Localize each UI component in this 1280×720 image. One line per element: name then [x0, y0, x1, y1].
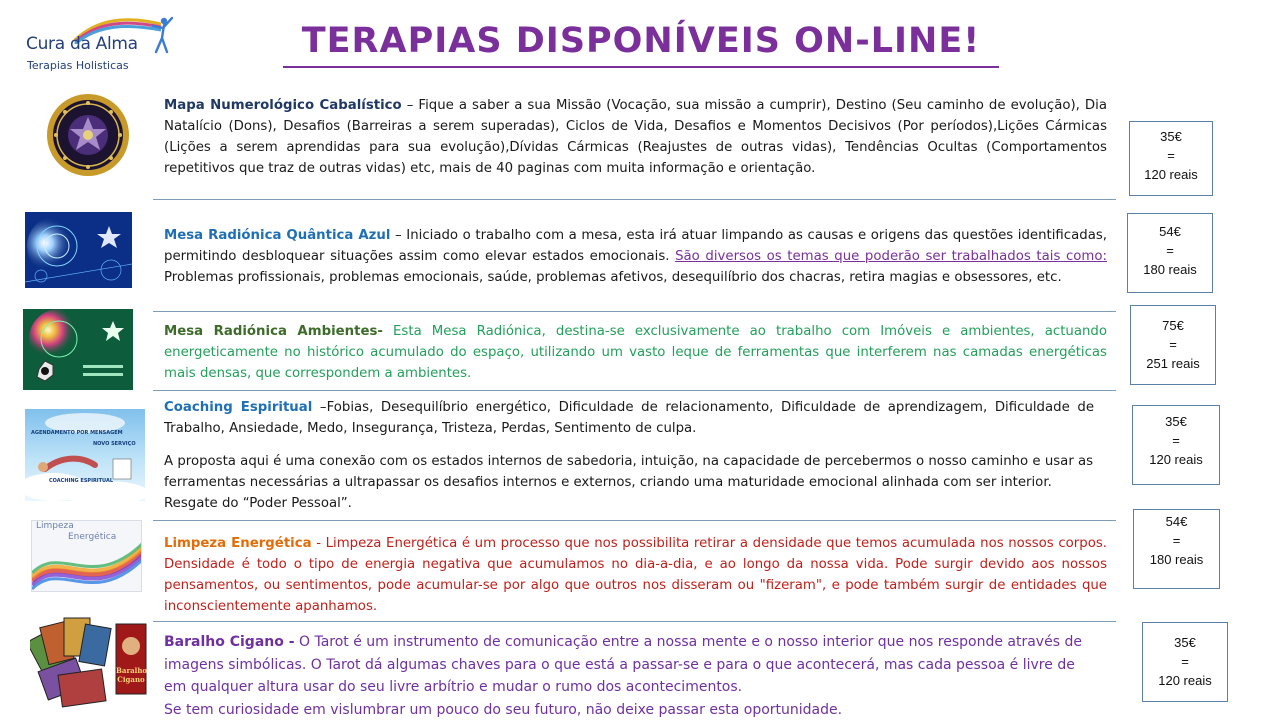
quantum-table-blue-image: [25, 212, 132, 288]
price-eur: 54€: [1165, 514, 1188, 529]
price-brl: 251 reais: [1146, 356, 1200, 371]
price-equals: =: [1167, 148, 1175, 163]
price-box: [1133, 509, 1220, 589]
therapy-description-text: O Tarot é um instrumento de comunicação entre a nossa mente e o nosso interior que nos responde através de imagens simbólicas. O Tarot dá algumas chaves para o que está a passar-se e para o que acontecerá, mas cada pessoa é livre de em qualquer altura usar do seu livre arbítrio e mudar o rumo dos acontecimentos.: [164, 634, 1082, 695]
price-brl: 180 reais: [1149, 552, 1204, 567]
row-separator: [153, 311, 1116, 312]
numerology-wheel-image: [46, 93, 130, 177]
therapy-description: [164, 321, 1107, 384]
price-brl: 120 reais: [1149, 452, 1203, 467]
therapy-description-text: Esta Mesa Radiónica, destina-se exclusivamente ao trabalho com Imóveis e ambientes, actuando energeticamente no histórico acumulado do espaço, utilizando um vasto leque de ferramentas que interferem nas camadas energéticas mais densas, que correspondem a ambientes.: [164, 324, 1107, 381]
therapy-description-text: Fique a saber a sua Missão (Vocação, sua missão a cumprir), Destino (Seu caminho de evolução), Dia Natalício (Dons), Desafios (Barreiras a serem superadas), Ciclos de Vida, Desafios e Momentos Decisivos (Por períodos),Lições Cármicas (Lições a serem aprendidas para sua evolução),Dívidas Cármicas (Reajustes de outras vidas), Tendências Ocultas (Comportamentos repetitivos que traz de outras vidas) etc, mais de 40 paginas com muita informação e orientação.: [164, 98, 1108, 176]
image-caption: Baralho: [116, 666, 148, 675]
price-box: [1129, 121, 1213, 196]
row-separator: [153, 390, 1116, 391]
image-caption: Limpeza: [36, 521, 74, 531]
image-caption: AGENDAMENTO POR MENSAGEM: [31, 430, 123, 436]
therapy-description: [164, 533, 1107, 617]
logo: [18, 10, 168, 76]
price-equals: =: [1172, 533, 1181, 548]
separator-text: -: [311, 536, 326, 551]
price-equals: =: [1169, 337, 1177, 352]
logo-name: Cura da Alma: [26, 34, 138, 54]
therapy-name: Limpeza Energética: [164, 536, 312, 551]
therapy-name: Mapa Numerológico Cabalístico: [164, 98, 402, 113]
therapy-description-text: Limpeza Energética é um processo que nos possibilita retirar a densidade que temos acumulada nos nossos corpos. Densidade é todo o tipo de energia negativa que acumulamos no dia-a-dia, e ao longo da nossa vida. Pode surgir devido aos nossos pensamentos, ou sentimentos, pode acumular-se por algo que outros nos disseram ou "fizeram", e pode também surgir de entidades que inconscientemente apanhamos.: [164, 536, 1107, 614]
separator-text: –: [390, 228, 407, 243]
coaching-spiritual-image: [25, 409, 145, 501]
price-box: [1132, 405, 1220, 485]
price-box: [1130, 305, 1216, 385]
dancer-figure-icon: [150, 16, 174, 56]
therapy-name: Mesa Radiónica Ambientes-: [164, 324, 383, 339]
price-brl: 120 reais: [1144, 167, 1198, 182]
therapy-name: Baralho Cigano -: [164, 634, 295, 650]
therapy-closing-line: Se tem curiosidade em vislumbrar um pouco do seu futuro, não deixe passar esta oportunidade.: [164, 701, 843, 718]
logo-tagline: Terapias Holisticas: [27, 59, 129, 72]
price-equals: =: [1181, 654, 1189, 669]
gypsy-cards-image: [30, 612, 150, 718]
price-eur: 75€: [1162, 318, 1184, 333]
price-equals: =: [1166, 243, 1174, 258]
row-separator: [153, 199, 1116, 200]
price-box: [1127, 213, 1213, 293]
therapy-name: Mesa Radiónica Quântica Azul: [164, 228, 391, 243]
price-box: [1142, 622, 1228, 702]
therapy-description: [164, 225, 1107, 288]
title-underline: [283, 66, 999, 68]
therapy-description-text: Fobias, Desequilíbrio energético, Dificuldade de relacionamento, Dificuldade de aprendizagem, Dificuldade de Trabalho, Ansiedade, Medo, Insegurança, Tristeza, Perdas, Sentimento de culpa.: [164, 400, 1094, 436]
price-brl: 120 reais: [1158, 673, 1212, 688]
therapy-name: Coaching Espiritual: [164, 400, 313, 415]
image-caption: Cigano: [117, 675, 145, 684]
therapy-description: [164, 397, 1094, 514]
image-caption: Energética: [68, 532, 117, 542]
therapy-description-text: Iniciado o trabalho com a mesa, esta irá atuar limpando as causas e origens das questões identificadas, permitindo desbloquear situações assim como elevar estados emocionais.: [164, 228, 1107, 264]
row-separator: [153, 621, 1116, 622]
topics-link[interactable]: São diversos os temas que poderão ser trabalhados tais como:: [675, 249, 1107, 264]
separator-text: –: [401, 98, 419, 113]
row-separator: [153, 520, 1116, 521]
separator-text: [383, 324, 393, 339]
price-eur: 35€: [1174, 635, 1196, 650]
price-brl: 180 reais: [1143, 262, 1197, 277]
therapy-paragraph: A proposta aqui é uma conexão com os estados internos de sabedoria, intuição, na capacidade de percebermos o nosso caminho e usar as ferramentas necessárias a ultrapassar os desafios internos e externos, criando uma maturidade emocional alinhada com ser interior. Resgate do “Poder Pessoal”.: [164, 454, 1094, 511]
separator-text: –: [312, 400, 327, 415]
therapy-description-text: Problemas profissionais, problemas emocionais, saúde, problemas afetivos, desequilíbrio dos chacras, retira magias e obsessores, etc.: [164, 270, 1062, 285]
price-eur: 35€: [1165, 414, 1187, 429]
price-equals: =: [1172, 433, 1180, 448]
therapy-description: [164, 631, 1084, 720]
therapy-description: [164, 95, 1107, 179]
image-caption: COACHING ESPIRITUAL: [49, 478, 114, 484]
page-title: TERAPIAS DISPONÍVEIS ON-LINE!: [301, 21, 981, 61]
price-eur: 54€: [1159, 224, 1181, 239]
image-caption: NOVO SERVIÇO: [93, 441, 136, 447]
environment-table-image: [23, 309, 133, 390]
energy-cleansing-image: [31, 520, 142, 592]
price-eur: 35€: [1160, 129, 1182, 144]
